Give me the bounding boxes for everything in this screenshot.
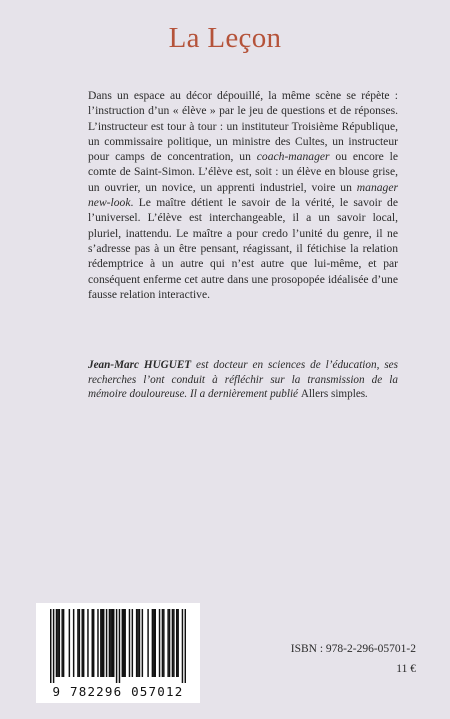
barcode-bar bbox=[81, 609, 82, 677]
barcode-bar bbox=[172, 609, 173, 677]
barcode-bar bbox=[79, 609, 80, 677]
barcode-bar bbox=[56, 609, 57, 677]
barcode-digits: 9 782296 057012 bbox=[52, 684, 184, 699]
isbn: ISBN : 978-2-296-05701-2 bbox=[290, 643, 416, 655]
barcode-bar bbox=[50, 609, 51, 683]
barcode-bar bbox=[173, 609, 174, 677]
barcode-bar bbox=[153, 609, 154, 677]
barcode-bar bbox=[97, 609, 98, 677]
blurb-italic-manager-new-look: manager new-look bbox=[88, 180, 398, 210]
barcode-bar bbox=[132, 609, 133, 677]
barcode-bar bbox=[109, 609, 110, 677]
barcode-bar bbox=[159, 609, 160, 677]
barcode-bar bbox=[123, 609, 124, 677]
barcode-bar bbox=[69, 609, 70, 677]
book-title: La Leçon bbox=[168, 22, 282, 54]
author-bio-end: . bbox=[365, 388, 368, 401]
barcode-bar bbox=[163, 609, 164, 677]
barcode-bar bbox=[83, 609, 84, 677]
barcode-bar bbox=[93, 609, 94, 677]
barcode-bar bbox=[53, 609, 54, 683]
barcode-bar bbox=[116, 609, 117, 683]
back-cover-blurb bbox=[88, 88, 398, 302]
barcode-bar bbox=[110, 609, 111, 677]
barcode-bar bbox=[106, 609, 107, 677]
barcode-bar bbox=[152, 609, 153, 677]
barcode-bar bbox=[139, 609, 140, 677]
barcode-bar bbox=[169, 609, 170, 677]
barcode-bar bbox=[142, 609, 143, 677]
barcode-bar bbox=[59, 609, 60, 677]
barcode-bar bbox=[162, 609, 163, 677]
barcode-bar bbox=[92, 609, 93, 677]
barcode-bar bbox=[182, 609, 183, 683]
author-name: Jean-Marc HUGUET bbox=[88, 359, 192, 371]
blurb-text-3: . Le maître détient le savoir de la vérité, le savoir de l’universel. L’élève est interchangeable, il a un savoir local, pluriel, inattendu. Le maître a pour credo l’unité du genre, il ne s’adresse pas à un être pensant, réagissant, il fétichise la relation rédemptrice à un autre qui n’est autre que lui-même, et par conséquent enferme cet autre dans une prosopopée idéalisée d’une fausse relation interactive. bbox=[88, 196, 398, 301]
barcode-bar bbox=[137, 609, 138, 677]
barcode-bar bbox=[147, 609, 148, 677]
barcode-bar bbox=[185, 609, 186, 683]
barcode-bar bbox=[57, 609, 58, 677]
barcode-bar bbox=[112, 609, 113, 677]
author-bio bbox=[88, 358, 398, 402]
price: 11 € bbox=[396, 663, 416, 675]
barcode-bar bbox=[177, 609, 178, 677]
barcode-bar bbox=[87, 609, 88, 677]
barcode-bar bbox=[122, 609, 123, 677]
author-previous-work: Allers simples bbox=[300, 388, 366, 401]
barcode-bar bbox=[103, 609, 104, 677]
barcode-bars bbox=[50, 609, 186, 683]
barcode-bar bbox=[176, 609, 177, 677]
barcode-bar bbox=[100, 609, 101, 677]
blurb-italic-coach-manager: coach-manager bbox=[256, 150, 330, 164]
barcode-bar bbox=[167, 609, 168, 677]
barcode-bar bbox=[73, 609, 74, 677]
barcode-bar bbox=[119, 609, 120, 683]
author-bio-text: est docteur en sciences de l’éducation, ses recherches l’ont conduit à réfléchir sur la transmission de la mémoire douloureuse. Il a dernièrement publié bbox=[88, 359, 398, 401]
barcode-bar bbox=[102, 609, 103, 677]
barcode-bar bbox=[61, 609, 62, 677]
barcode-bar bbox=[136, 609, 137, 677]
blurb-text-2: ou encore le comte de Saint-Simon. L’élève est, soit : un élève en blouse grise, un ouvrier, un novice, un apprenti industriel, voire un bbox=[88, 150, 398, 194]
barcode-bar bbox=[77, 609, 78, 677]
blurb-text-1: Dans un espace au décor dépouillé, la même scène se répète : l’instruction d’un « élève » par le jeu de questions et de réponses. L’instructeur est tour à tour : un instituteur Troisième République, un commissaire politique, un ministre des Cultes, un instructeur pour camps de concentration, un bbox=[88, 89, 398, 164]
barcode-bar bbox=[113, 609, 114, 677]
barcode-bar bbox=[63, 609, 64, 677]
barcode bbox=[36, 603, 200, 703]
barcode-bar bbox=[124, 609, 125, 677]
barcode-bar bbox=[129, 609, 130, 677]
barcode-bar bbox=[155, 609, 156, 677]
